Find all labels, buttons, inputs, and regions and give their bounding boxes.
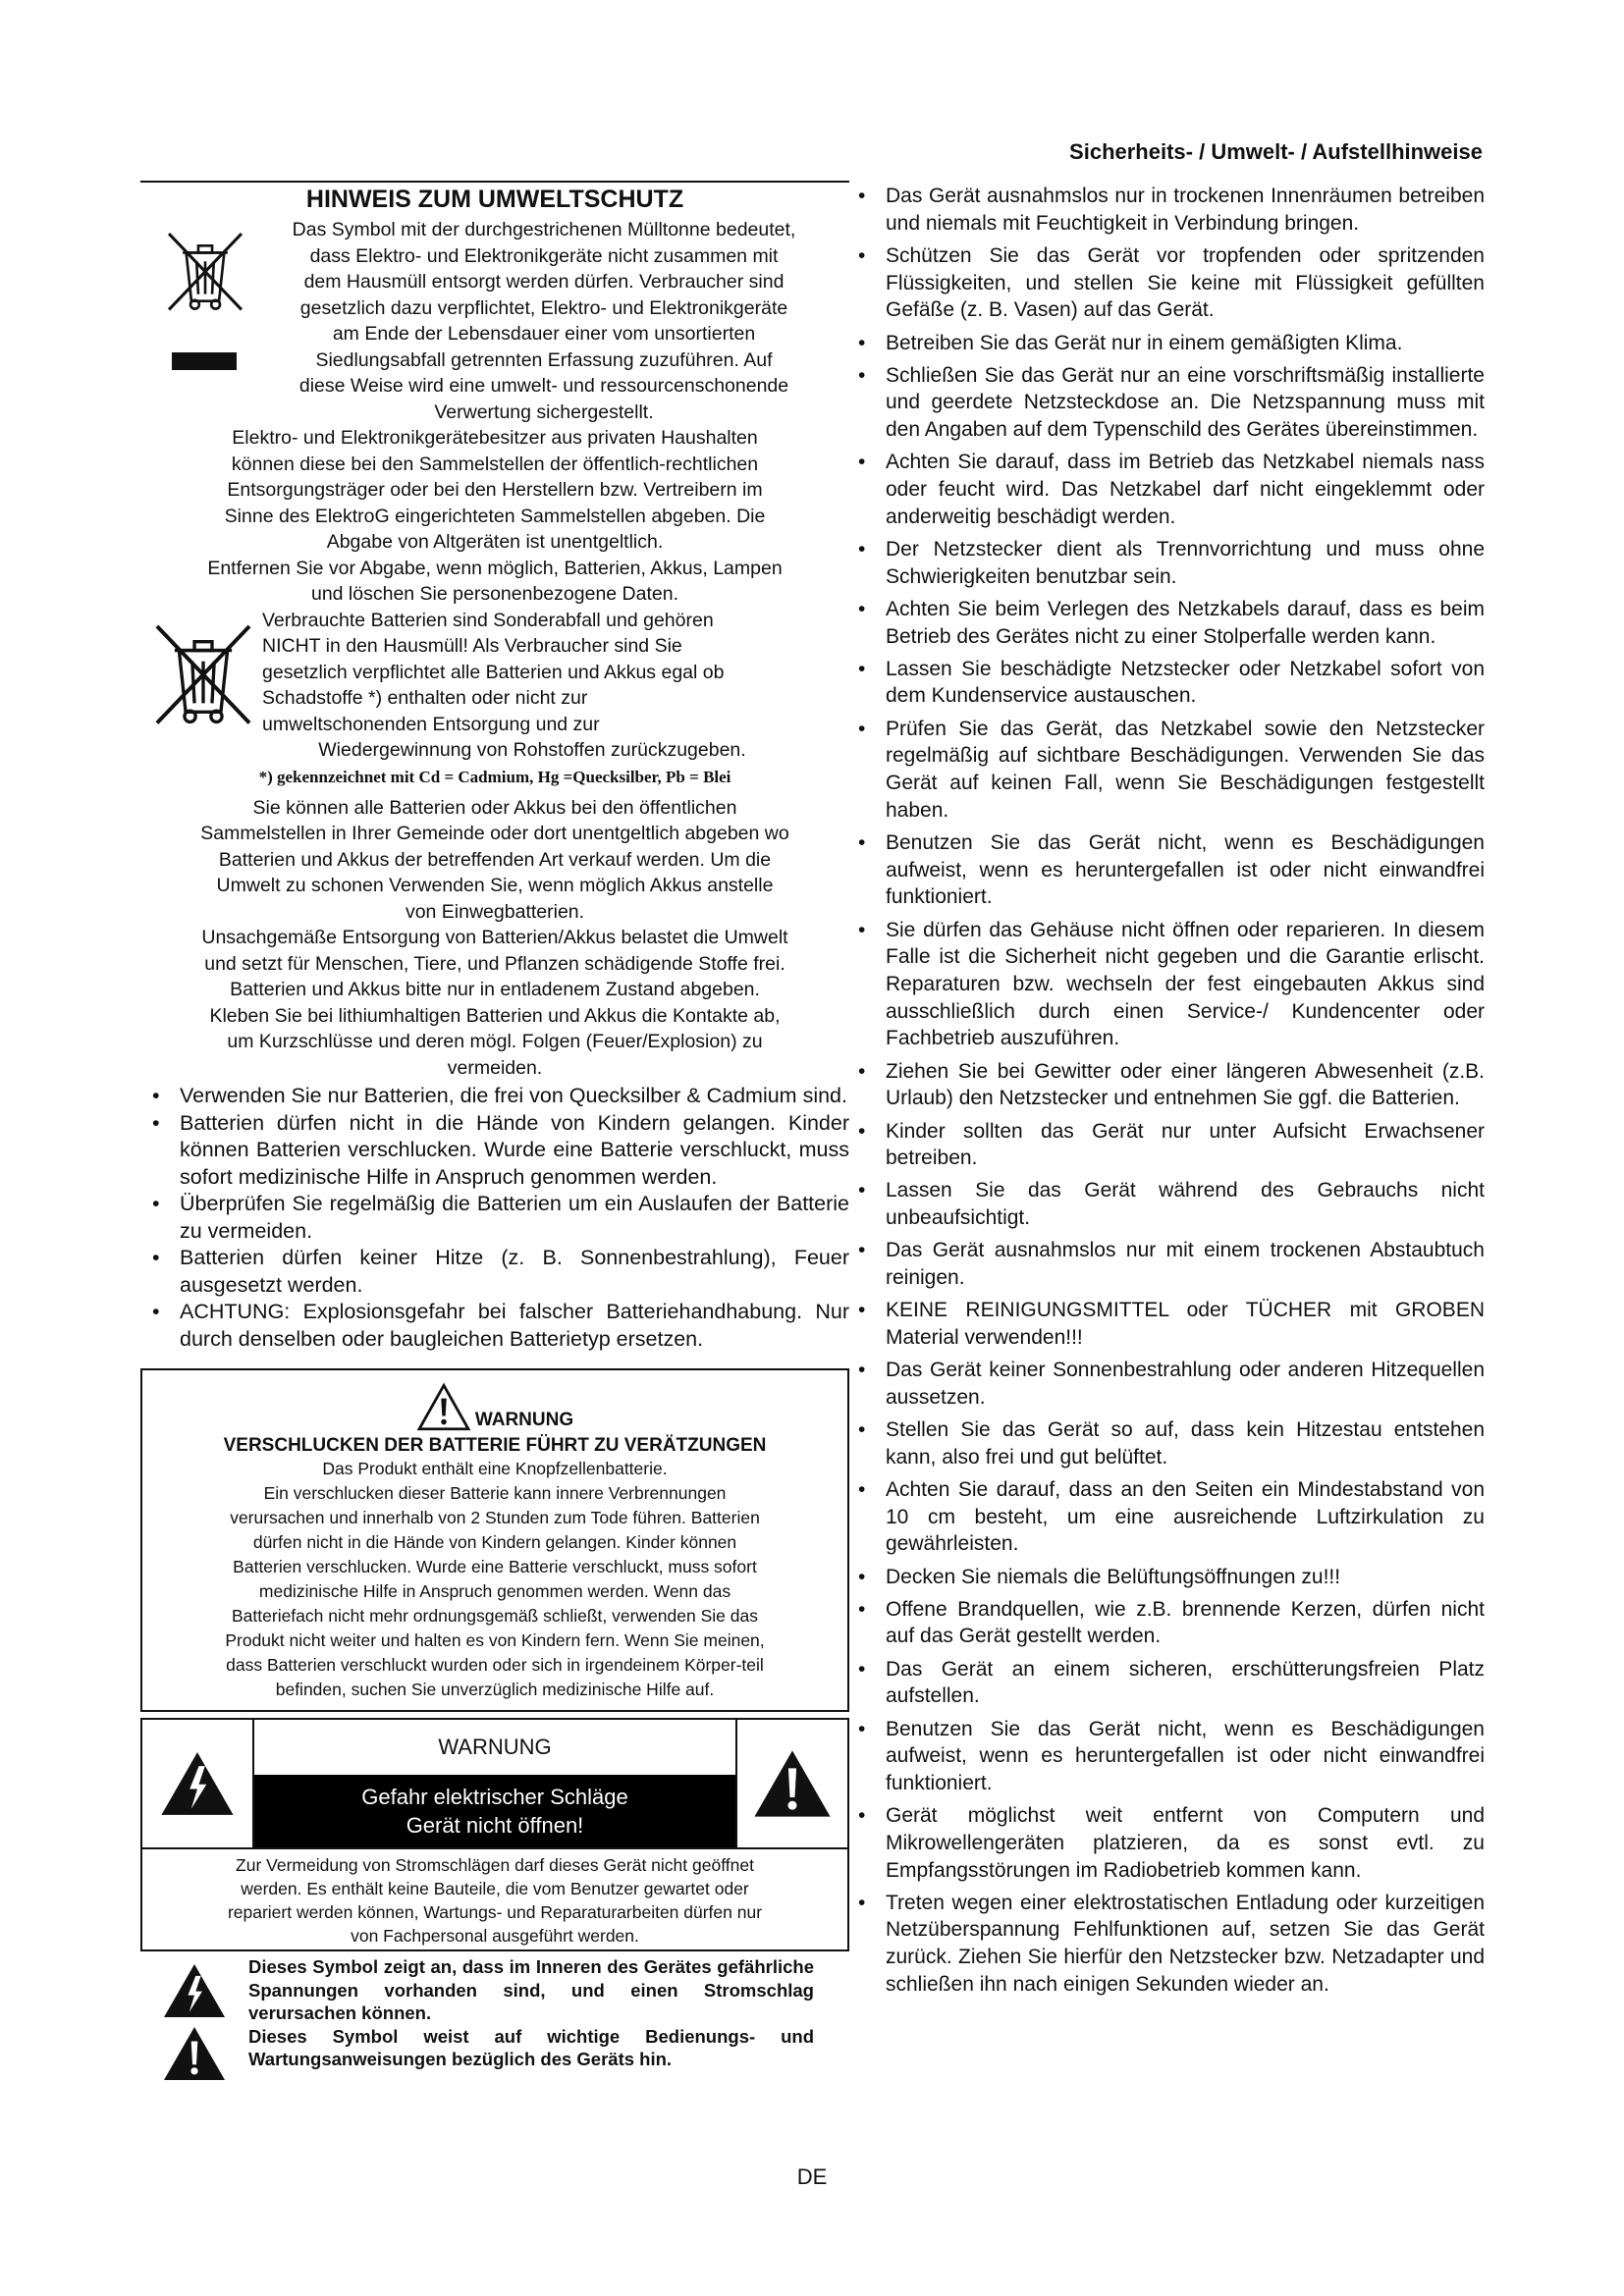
list-item: • Batterien dürfen nicht in die Hände von Kindern gelangen. Kinder können Batterien verschlucken. Wurde eine Batterie verschluckt, muss sofort medizinische Hilfe in Anspruch genommen werden.: [140, 1110, 849, 1192]
text-line: Verwertung sichergestellt.: [434, 400, 654, 423]
banner-line: Gerät nicht öffnen!: [406, 1813, 584, 1838]
text-line: Siedlungsabfall getrennten Erfassung zuzuführen. Auf: [315, 348, 773, 371]
pollutant-note: *) gekennzeichnet mit Cd = Cadmium, Hg =Quecksilber, Pb = Blei: [258, 767, 731, 786]
text-line: Batterien und Akkus bitte nur in entladenem Zustand abgeben.: [230, 979, 760, 1000]
list-item: • Batterien dürfen keiner Hitze (z. B. Sonnenbestrahlung), Feuer ausgesetzt werden.: [140, 1245, 849, 1299]
list-item: • Achten Sie darauf, dass an den Seiten ein Mindestabstand von 10 cm besteht, um eine ausreichende Luftzirkulation zu gewährleisten.: [856, 1476, 1485, 1558]
shock-warning-label: WARNUNG: [438, 1735, 552, 1759]
text-line: von Einwegbatterien.: [405, 900, 585, 923]
symbol-legend-icons: [140, 1955, 248, 2083]
list-item: • Prüfen Sie das Gerät, das Netzkabel sowie den Netzstecker regelmäßig auf sichtbare Beschädigungen. Verwenden Sie das Gerät auf keinen Fall, wenn Sie Beschädigungen festgestellt haben.: [856, 716, 1485, 825]
shock-danger-banner: [254, 1775, 735, 1847]
text-line: Zur Vermeidung von Stromschlägen darf dieses Gerät nicht geöffnet: [236, 1855, 754, 1875]
battery-notice: [140, 608, 849, 765]
list-item: • Verwenden Sie nur Batterien, die frei von Quecksilber & Cadmium sind.: [140, 1083, 849, 1110]
bin-bar-icon: [172, 352, 237, 370]
list-item: • Stellen Sie das Gerät so auf, dass kein Hitzestau entstehen kann, also frei und gut belüftet.: [856, 1416, 1485, 1470]
shock-warning-text: [142, 1849, 847, 1949]
warning-text: [150, 1457, 839, 1702]
text-line: Produkt nicht weiter und halten es von Kindern fern. Wenn Sie meinen,: [225, 1630, 765, 1650]
text-line: Das Symbol mit der durchgestrichenen Mülltonne bedeutet,: [292, 219, 796, 240]
shock-right-cell: [737, 1720, 847, 1847]
list-item: • Sie dürfen das Gehäuse nicht öffnen oder reparieren. In diesem Falle ist die Sicherheit nicht gegeben und die Garantie erlischt. Reparaturen bzw. wechseln der fest eingebauten Akkus sind ausschließlich durch einen Service-/ Kundencenter oder Fachbetrieb auszuführen.: [856, 917, 1485, 1053]
list-item: • Das Gerät ausnahmslos nur mit einem trockenen Abstaubtuch reinigen.: [856, 1237, 1485, 1291]
text-line: dass Elektro- und Elektronikgeräte nicht zusammen mit: [309, 244, 779, 267]
battery-notice-text: [262, 608, 841, 764]
text-line: von Fachpersonal ausgeführt werden.: [351, 1926, 639, 1946]
battery-bin-icon: [148, 614, 258, 731]
exclamation-symbol-text: Dieses Symbol weist auf wichtige Bedienungs- und Wartungsanweisungen bezüglich des Geräts hin.: [248, 2025, 814, 2069]
right-column: [856, 183, 1485, 2003]
exclamation-icon: [162, 2024, 227, 2083]
warning-headline: VERSCHLUCKEN DER BATTERIE FÜHRT ZU VERÄTZUNGEN: [223, 1435, 767, 1456]
list-item: • Kinder sollten das Gerät nur unter Aufsicht Erwachsener betreiben.: [856, 1118, 1485, 1172]
list-item: • Achten Sie beim Verlegen des Netzkabels darauf, dass es beim Betrieb des Gerätes nicht zu einer Stolperfalle werden kann.: [856, 596, 1485, 650]
list-item: • Überprüfen Sie regelmäßig die Batterien um ein Auslaufen der Batterie zu vermeiden.: [140, 1191, 849, 1245]
list-item: • Das Gerät an einem sicheren, erschütterungsfreien Platz aufstellen.: [856, 1656, 1485, 1710]
page-header-title: Sicherheits- / Umwelt- / Aufstellhinweise: [1069, 139, 1483, 164]
text-line: Sie können alle Batterien oder Akkus bei den öffentlichen: [252, 796, 737, 819]
left-column: [140, 181, 849, 2083]
text-line: verursachen und innerhalb von 2 Stunden zum Tode führen. Batterien: [230, 1508, 760, 1527]
text-line: dürfen nicht in die Hände von Kindern gelangen. Kinder können: [252, 1532, 737, 1552]
text-line: repariert werden können, Wartungs- und Reparaturarbeiten dürfen nur: [227, 1902, 763, 1922]
text-line: vermeiden.: [447, 1056, 543, 1079]
high-voltage-icon: [159, 1749, 236, 1818]
warning-label: WARNUNG: [474, 1410, 574, 1430]
text-line: Entsorgungsträger oder bei den Herstellern bzw. Vertreibern im: [227, 479, 763, 501]
text-line: Kleben Sie bei lithiumhaltigen Batterien und Akkus die Kontakte ab,: [209, 1004, 781, 1027]
text-line: Umwelt zu schonen Verwenden Sie, wenn möglich Akkus anstelle: [216, 875, 774, 896]
text-line: dem Hausmüll entsorgt werden dürfen. Verbraucher sind: [303, 271, 785, 293]
list-item: • Achten Sie darauf, dass im Betrieb das Netzkabel niemals nass oder feucht wird. Das Netzkabel darf nicht eingeklemmt oder anderweitig beschädigt werden.: [856, 449, 1485, 530]
text-line: Elektro- und Elektronikgerätebesitzer aus privaten Haushalten: [232, 427, 758, 449]
text-line: gesetzlich dazu verpflichtet, Elektro- und Elektronikgeräte: [299, 296, 788, 319]
page-language-label: DE: [796, 2164, 828, 2189]
warning-heading: [150, 1382, 839, 1431]
shock-left-cell: [142, 1720, 252, 1847]
text-line: Ein verschlucken dieser Batterie kann innere Verbrennungen: [263, 1483, 727, 1503]
symbol-legend: [140, 1955, 849, 2083]
text-line: Batteriefach nicht mehr ordnungsgemäß schließt, verwenden Sie das: [232, 1606, 758, 1626]
lightning-symbol-text: Dieses Symbol zeigt an, dass im Inneren des Gerätes gefährliche Spannungen vorhanden sind, und einen Stromschlag verursachen können.: [248, 1956, 814, 2023]
button-cell-warning-box: [140, 1368, 849, 1712]
text-line: und löschen Sie personenbezogene Daten.: [310, 583, 679, 605]
list-item: • Gerät möglichst weit entfernt von Computern und Mikrowellengeräten platzieren, da es sonst evtl. zu Empfangsstörungen im Radiobetrieb kommen kann.: [856, 1802, 1485, 1884]
text-line: Entfernen Sie vor Abgabe, wenn möglich, Batterien, Akkus, Lampen: [207, 557, 783, 579]
banner-line: Gefahr elektrischer Schläge: [361, 1785, 628, 1809]
bin-notice: [140, 217, 849, 425]
text-line: medizinische Hilfe in Anspruch genommen werden. Wenn das: [258, 1581, 731, 1601]
text-line: Schadstoffe *) enthalten oder nicht zur: [262, 687, 588, 709]
text-line: Sinne des ElektroG eingerichteten Sammelstellen abgeben. Die: [224, 505, 766, 527]
battery-bullet-list: [140, 1083, 849, 1353]
text-line: Abgabe von Altgeräten ist unentgeltlich.: [326, 531, 664, 553]
text-line: dass Batterien verschluckt wurden oder sich in irgendeinem Körper-teil: [226, 1655, 764, 1675]
battery-return-paragraph: [140, 795, 849, 1082]
safety-bullet-list: [856, 183, 1485, 1999]
environment-notice-title: HINWEIS ZUM UMWELTSCHUTZ: [140, 181, 849, 217]
text-line: diese Weise wird eine umwelt- und ressourcenschonende: [298, 375, 789, 397]
list-item: • Schützen Sie das Gerät vor tropfenden oder spritzenden Flüssigkeiten, und stellen Sie keine mit Flüssigkeit gefüllten Gefäße (z. B. Vasen) auf das Gerät.: [856, 242, 1485, 324]
list-item: • Der Netzstecker dient als Trennvorrichtung und muss ohne Schwierigkeiten benutzbar sein.: [856, 536, 1485, 590]
text-line: Batterien verschlucken. Wurde eine Batterie verschluckt, muss sofort: [233, 1557, 757, 1576]
text-line: können diese bei den Sammelstellen der öffentlich-rechtlichen: [231, 453, 759, 475]
list-item: • Offene Brandquellen, wie z.B. brennende Kerzen, dürfen nicht auf das Gerät gestellt werden.: [856, 1596, 1485, 1650]
shock-warning-header: [142, 1720, 847, 1849]
list-item: • Benutzen Sie das Gerät nicht, wenn es Beschädigungen aufweist, wenn es heruntergefallen ist oder nicht einwandfrei funktioniert.: [856, 829, 1485, 911]
list-item: • Treten wegen einer elektrostatischen Entladung oder kurzeitigen Netzüberspannung Fehlfunktionen auf, setzen Sie das Gerät zurück. Ziehen Sie hierfür den Netzstecker bzw. Netzadapter und schließen ihn nach einigen Sekunden wieder an.: [856, 1890, 1485, 1999]
list-item: • Betreiben Sie das Gerät nur in einem gemäßigten Klima.: [856, 330, 1485, 357]
list-item: • Ziehen Sie bei Gewitter oder einer längeren Abwesenheit (z.B. Urlaub) den Netzstecker und entnehmen Sie ggf. die Batterien.: [856, 1058, 1485, 1112]
list-item: • Lassen Sie das Gerät während des Gebrauchs nicht unbeaufsichtigt.: [856, 1177, 1485, 1231]
crossed-bin-icon: [162, 221, 248, 319]
shock-banner: [252, 1720, 737, 1847]
list-item: • Decken Sie niemals die Belüftungsöffnungen zu!!!: [856, 1564, 1485, 1591]
text-line: Sammelstellen in Ihrer Gemeinde oder dort unentgeltlich abgeben wo: [200, 823, 789, 844]
text-line: und setzt für Menschen, Tiere, und Pflanzen schädigende Stoffe frei.: [204, 952, 785, 975]
symbol-legend-text: [248, 1955, 849, 2071]
text-line: werden. Es enthält keine Bauteile, die vom Benutzer gewartet oder: [241, 1879, 749, 1898]
text-line: am Ende der Lebensdauer einer vom unsortierten: [332, 323, 756, 345]
text-line: Batterien und Akkus der betreffenden Art verkauf werden. Um die: [218, 848, 772, 871]
list-item: • Das Gerät ausnahmslos nur in trockenen Innenräumen betreiben und niemals mit Feuchtigkeit in Verbindung bringen.: [856, 183, 1485, 237]
text-line: Das Produkt enthält eine Knopfzellenbatterie.: [322, 1459, 668, 1478]
list-item: • Benutzen Sie das Gerät nicht, wenn es Beschädigungen aufweist, wenn es heruntergefallen ist oder nicht einwandfrei funktioniert.: [856, 1716, 1485, 1797]
list-item: • Lassen Sie beschädigte Netzstecker oder Netzkabel sofort von dem Kundenservice austauschen.: [856, 656, 1485, 710]
high-voltage-icon: [162, 1961, 227, 2020]
text-line: umweltschonenden Entsorgung und zur: [262, 713, 600, 735]
list-item: • Schließen Sie das Gerät nur an eine vorschriftsmäßig installierte und geerdete Netzsteckdose an. Die Netzspannung muss mit den Angaben auf dem Typenschild des Gerätes übereinstimmen.: [856, 362, 1485, 444]
text-line: um Kurzschlüsse und deren mögl. Folgen (Feuer/Explosion) zu: [227, 1031, 763, 1052]
list-item: • KEINE REINIGUNGSMITTEL oder TÜCHER mit GROBEN Material verwenden!!!: [856, 1297, 1485, 1351]
electric-shock-warning-box: [140, 1718, 849, 1951]
exclamation-icon: [752, 1747, 833, 1820]
text-line: befinden, suchen Sie unverzüglich medizinische Hilfe auf.: [275, 1680, 715, 1699]
list-item: • ACHTUNG: Explosionsgefahr bei falscher Batteriehandhabung. Nur durch denselben oder baugleichen Batterietyp ersetzen.: [140, 1299, 849, 1353]
text-line: Verbrauchte Batterien sind Sonderabfall und gehören: [262, 609, 714, 631]
bin-notice-text: [256, 217, 832, 425]
text-line: Wiedergewinnung von Rohstoffen zurückzugeben.: [318, 739, 746, 761]
text-line: Unsachgemäße Entsorgung von Batterien/Akkus belastet die Umwelt: [201, 927, 788, 948]
disposal-paragraph: [140, 425, 849, 608]
text-line: gesetzlich verpflichtet alle Batterien und Akkus egal ob: [262, 661, 725, 683]
list-item: • Das Gerät keiner Sonnenbestrahlung oder anderen Hitzequellen aussetzen.: [856, 1357, 1485, 1411]
text-line: NICHT in den Hausmüll! Als Verbraucher sind Sie: [262, 635, 682, 657]
warning-triangle-icon: [416, 1382, 471, 1431]
